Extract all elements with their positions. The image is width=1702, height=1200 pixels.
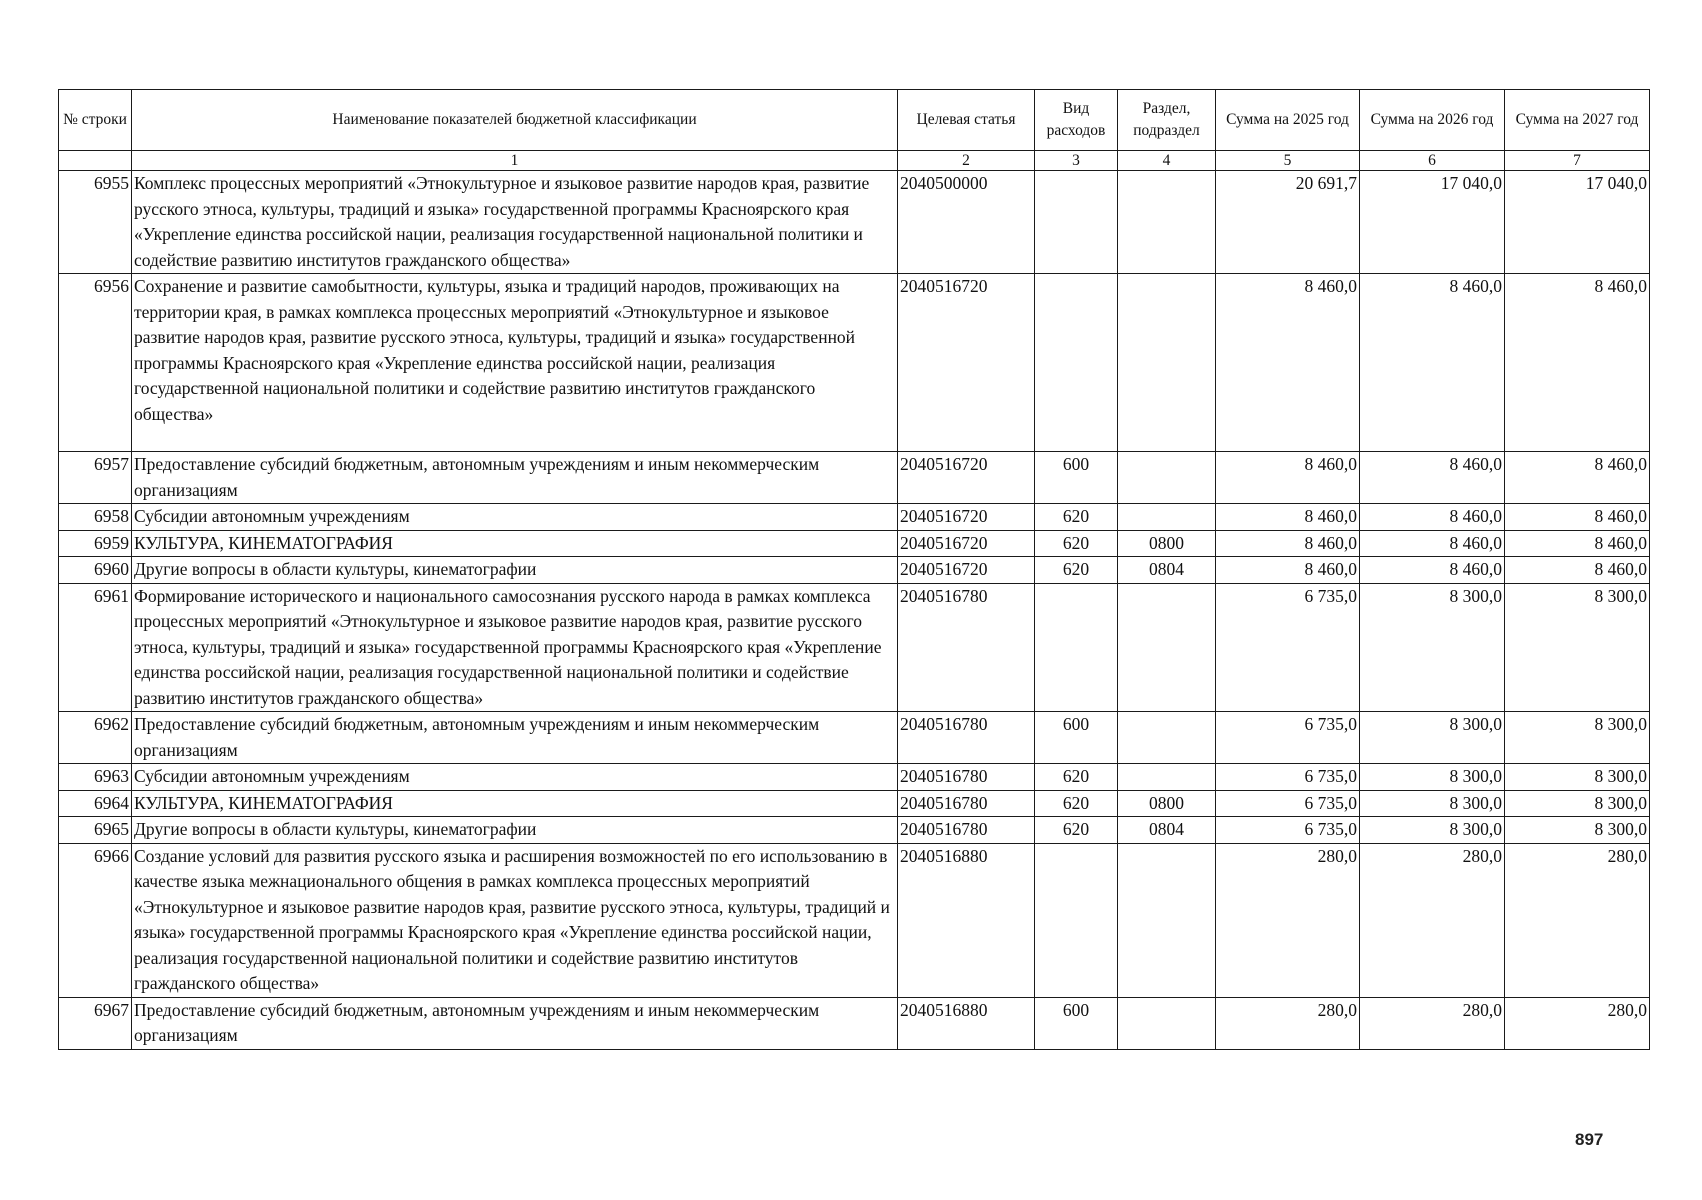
target-article-cell: 2040516880 bbox=[898, 997, 1035, 1049]
expense-type-cell: 620 bbox=[1035, 530, 1118, 557]
expense-type-cell bbox=[1035, 171, 1118, 274]
sum-2025-cell: 6 735,0 bbox=[1216, 790, 1360, 817]
table-row bbox=[59, 843, 1650, 997]
row-number-cell: 6963 bbox=[59, 764, 132, 791]
column-number: 1 bbox=[132, 151, 898, 171]
row-number-cell: 6957 bbox=[59, 452, 132, 504]
header-indicator-name: Наименование показателей бюджетной классификации bbox=[132, 90, 898, 151]
budget-table bbox=[58, 89, 1650, 1050]
header-expense-type: Вид расходов bbox=[1035, 90, 1118, 151]
indicator-name-cell: КУЛЬТУРА, КИНЕМАТОГРАФИЯ bbox=[132, 790, 898, 817]
expense-type-cell: 620 bbox=[1035, 790, 1118, 817]
table-row bbox=[59, 504, 1650, 531]
header-target-article: Целевая статья bbox=[898, 90, 1035, 151]
target-article-cell: 2040516780 bbox=[898, 790, 1035, 817]
row-number-cell: 6966 bbox=[59, 843, 132, 997]
expense-type-cell: 620 bbox=[1035, 817, 1118, 844]
sum-2027-cell: 17 040,0 bbox=[1505, 171, 1650, 274]
section-cell: 0804 bbox=[1118, 557, 1216, 584]
row-number-cell: 6959 bbox=[59, 530, 132, 557]
indicator-name-cell: Сохранение и развитие самобытности, культуры, языка и традиций народов, проживающих на территории края, в рамках комплекса процессных мероприятий «Этнокультурное и языковое развитие народов края, развитие русского этноса, культуры, традиций и языка» государственной программы Красноярского края «Укрепление единства российской нации, реализация государственной национальной политики и содействие развитию институтов гражданского общества» bbox=[132, 274, 898, 452]
row-number-cell: 6955 bbox=[59, 171, 132, 274]
indicator-name-cell: Субсидии автономным учреждениям bbox=[132, 504, 898, 531]
sum-2025-cell: 8 460,0 bbox=[1216, 504, 1360, 531]
page-number: 897 bbox=[1575, 1130, 1604, 1149]
target-article-cell: 2040516720 bbox=[898, 504, 1035, 531]
sum-2027-cell: 8 460,0 bbox=[1505, 530, 1650, 557]
header-section: Раздел, подраздел bbox=[1118, 90, 1216, 151]
sum-2026-cell: 8 300,0 bbox=[1360, 764, 1505, 791]
sum-2025-cell: 8 460,0 bbox=[1216, 274, 1360, 452]
sum-2025-cell: 8 460,0 bbox=[1216, 452, 1360, 504]
expense-type-cell: 620 bbox=[1035, 504, 1118, 531]
indicator-name-cell: Комплекс процессных мероприятий «Этнокультурное и языковое развитие народов края, развитие русского этноса, культуры, традиций и языка» государственной программы Красноярского края «Укрепление единства российской нации, реализация государственной национальной политики и содействие развитию институтов гражданского общества» bbox=[132, 171, 898, 274]
sum-2027-cell: 8 460,0 bbox=[1505, 557, 1650, 584]
column-number: 6 bbox=[1360, 151, 1505, 171]
expense-type-cell: 620 bbox=[1035, 557, 1118, 584]
column-number: 3 bbox=[1035, 151, 1118, 171]
section-cell bbox=[1118, 274, 1216, 452]
column-number-row bbox=[59, 151, 1650, 171]
column-number: 7 bbox=[1505, 151, 1650, 171]
table-row bbox=[59, 530, 1650, 557]
row-number-cell: 6962 bbox=[59, 712, 132, 764]
target-article-cell: 2040516720 bbox=[898, 530, 1035, 557]
section-cell bbox=[1118, 583, 1216, 712]
target-article-cell: 2040516880 bbox=[898, 843, 1035, 997]
row-number-cell: 6967 bbox=[59, 997, 132, 1049]
table-row bbox=[59, 171, 1650, 274]
table-row bbox=[59, 764, 1650, 791]
sum-2026-cell: 8 300,0 bbox=[1360, 712, 1505, 764]
indicator-name-cell: КУЛЬТУРА, КИНЕМАТОГРАФИЯ bbox=[132, 530, 898, 557]
indicator-name-cell: Предоставление субсидий бюджетным, автономным учреждениям и иным некоммерческим организациям bbox=[132, 452, 898, 504]
expense-type-cell bbox=[1035, 583, 1118, 712]
expense-type-cell: 600 bbox=[1035, 712, 1118, 764]
column-number: 2 bbox=[898, 151, 1035, 171]
row-number-cell: 6964 bbox=[59, 790, 132, 817]
row-number-cell: 6956 bbox=[59, 274, 132, 452]
sum-2026-cell: 280,0 bbox=[1360, 997, 1505, 1049]
target-article-cell: 2040516720 bbox=[898, 452, 1035, 504]
header-sum-2026: Сумма на 2026 год bbox=[1360, 90, 1505, 151]
sum-2027-cell: 280,0 bbox=[1505, 997, 1650, 1049]
target-article-cell: 2040516780 bbox=[898, 712, 1035, 764]
indicator-name-cell: Другие вопросы в области культуры, кинематографии bbox=[132, 557, 898, 584]
target-article-cell: 2040516780 bbox=[898, 583, 1035, 712]
indicator-name-cell: Субсидии автономным учреждениям bbox=[132, 764, 898, 791]
expense-type-cell: 600 bbox=[1035, 997, 1118, 1049]
section-cell bbox=[1118, 997, 1216, 1049]
table-row bbox=[59, 557, 1650, 584]
sum-2026-cell: 8 300,0 bbox=[1360, 790, 1505, 817]
sum-2027-cell: 8 300,0 bbox=[1505, 817, 1650, 844]
sum-2025-cell: 20 691,7 bbox=[1216, 171, 1360, 274]
section-cell: 0800 bbox=[1118, 790, 1216, 817]
sum-2026-cell: 8 300,0 bbox=[1360, 817, 1505, 844]
indicator-name-cell: Другие вопросы в области культуры, кинематографии bbox=[132, 817, 898, 844]
sum-2026-cell: 8 300,0 bbox=[1360, 583, 1505, 712]
target-article-cell: 2040516780 bbox=[898, 817, 1035, 844]
section-cell bbox=[1118, 712, 1216, 764]
expense-type-cell bbox=[1035, 274, 1118, 452]
expense-type-cell: 600 bbox=[1035, 452, 1118, 504]
row-number-cell: 6958 bbox=[59, 504, 132, 531]
sum-2027-cell: 8 300,0 bbox=[1505, 764, 1650, 791]
sum-2027-cell: 8 300,0 bbox=[1505, 790, 1650, 817]
sum-2026-cell: 8 460,0 bbox=[1360, 274, 1505, 452]
sum-2027-cell: 280,0 bbox=[1505, 843, 1650, 997]
sum-2026-cell: 8 460,0 bbox=[1360, 504, 1505, 531]
sum-2025-cell: 6 735,0 bbox=[1216, 712, 1360, 764]
section-cell bbox=[1118, 843, 1216, 997]
table-row bbox=[59, 997, 1650, 1049]
row-number-cell: 6961 bbox=[59, 583, 132, 712]
sum-2027-cell: 8 460,0 bbox=[1505, 504, 1650, 531]
sum-2027-cell: 8 460,0 bbox=[1505, 274, 1650, 452]
table-row bbox=[59, 712, 1650, 764]
column-number-empty bbox=[59, 151, 132, 171]
indicator-name-cell: Предоставление субсидий бюджетным, автономным учреждениям и иным некоммерческим организациям bbox=[132, 712, 898, 764]
sum-2027-cell: 8 300,0 bbox=[1505, 712, 1650, 764]
column-number: 4 bbox=[1118, 151, 1216, 171]
section-cell: 0804 bbox=[1118, 817, 1216, 844]
sum-2027-cell: 8 460,0 bbox=[1505, 452, 1650, 504]
row-number-cell: 6960 bbox=[59, 557, 132, 584]
expense-type-cell bbox=[1035, 843, 1118, 997]
section-cell bbox=[1118, 171, 1216, 274]
sum-2026-cell: 8 460,0 bbox=[1360, 452, 1505, 504]
sum-2027-cell: 8 300,0 bbox=[1505, 583, 1650, 712]
sum-2025-cell: 8 460,0 bbox=[1216, 530, 1360, 557]
expense-type-cell: 620 bbox=[1035, 764, 1118, 791]
section-cell bbox=[1118, 504, 1216, 531]
section-cell bbox=[1118, 452, 1216, 504]
row-number-cell: 6965 bbox=[59, 817, 132, 844]
indicator-name-cell: Предоставление субсидий бюджетным, автономным учреждениям и иным некоммерческим организациям bbox=[132, 997, 898, 1049]
header-sum-2027: Сумма на 2027 год bbox=[1505, 90, 1650, 151]
column-number: 5 bbox=[1216, 151, 1360, 171]
header-row bbox=[59, 90, 1650, 151]
sum-2026-cell: 280,0 bbox=[1360, 843, 1505, 997]
header-sum-2025: Сумма на 2025 год bbox=[1216, 90, 1360, 151]
table-row bbox=[59, 817, 1650, 844]
table-row bbox=[59, 452, 1650, 504]
indicator-name-cell: Создание условий для развития русского языка и расширения возможностей по его использованию в качестве языка межнационального общения в рамках комплекса процессных мероприятий «Этнокультурное и языковое развитие народов края, развитие русского этноса, культуры, традиций и языка» государственной программы Красноярского края «Укрепление единства российской нации, реализация государственной национальной политики и содействие развитию институтов гражданского общества» bbox=[132, 843, 898, 997]
sum-2026-cell: 17 040,0 bbox=[1360, 171, 1505, 274]
sum-2025-cell: 280,0 bbox=[1216, 843, 1360, 997]
target-article-cell: 2040500000 bbox=[898, 171, 1035, 274]
sum-2025-cell: 6 735,0 bbox=[1216, 817, 1360, 844]
table-row bbox=[59, 274, 1650, 452]
target-article-cell: 2040516720 bbox=[898, 557, 1035, 584]
sum-2026-cell: 8 460,0 bbox=[1360, 557, 1505, 584]
table-row bbox=[59, 583, 1650, 712]
sum-2025-cell: 280,0 bbox=[1216, 997, 1360, 1049]
sum-2026-cell: 8 460,0 bbox=[1360, 530, 1505, 557]
sum-2025-cell: 6 735,0 bbox=[1216, 764, 1360, 791]
header-row-number: № строки bbox=[59, 90, 132, 151]
section-cell: 0800 bbox=[1118, 530, 1216, 557]
indicator-name-cell: Формирование исторического и национального самосознания русского народа в рамках комплекса процессных мероприятий «Этнокультурное и языковое развитие народов края, развитие русского этноса, культуры, традиций и языка» государственной программы Красноярского края «Укрепление единства российской нации, реализация государственной национальной политики и содействие развитию институтов гражданского общества» bbox=[132, 583, 898, 712]
sum-2025-cell: 6 735,0 bbox=[1216, 583, 1360, 712]
target-article-cell: 2040516780 bbox=[898, 764, 1035, 791]
table-row bbox=[59, 790, 1650, 817]
target-article-cell: 2040516720 bbox=[898, 274, 1035, 452]
sum-2025-cell: 8 460,0 bbox=[1216, 557, 1360, 584]
section-cell bbox=[1118, 764, 1216, 791]
